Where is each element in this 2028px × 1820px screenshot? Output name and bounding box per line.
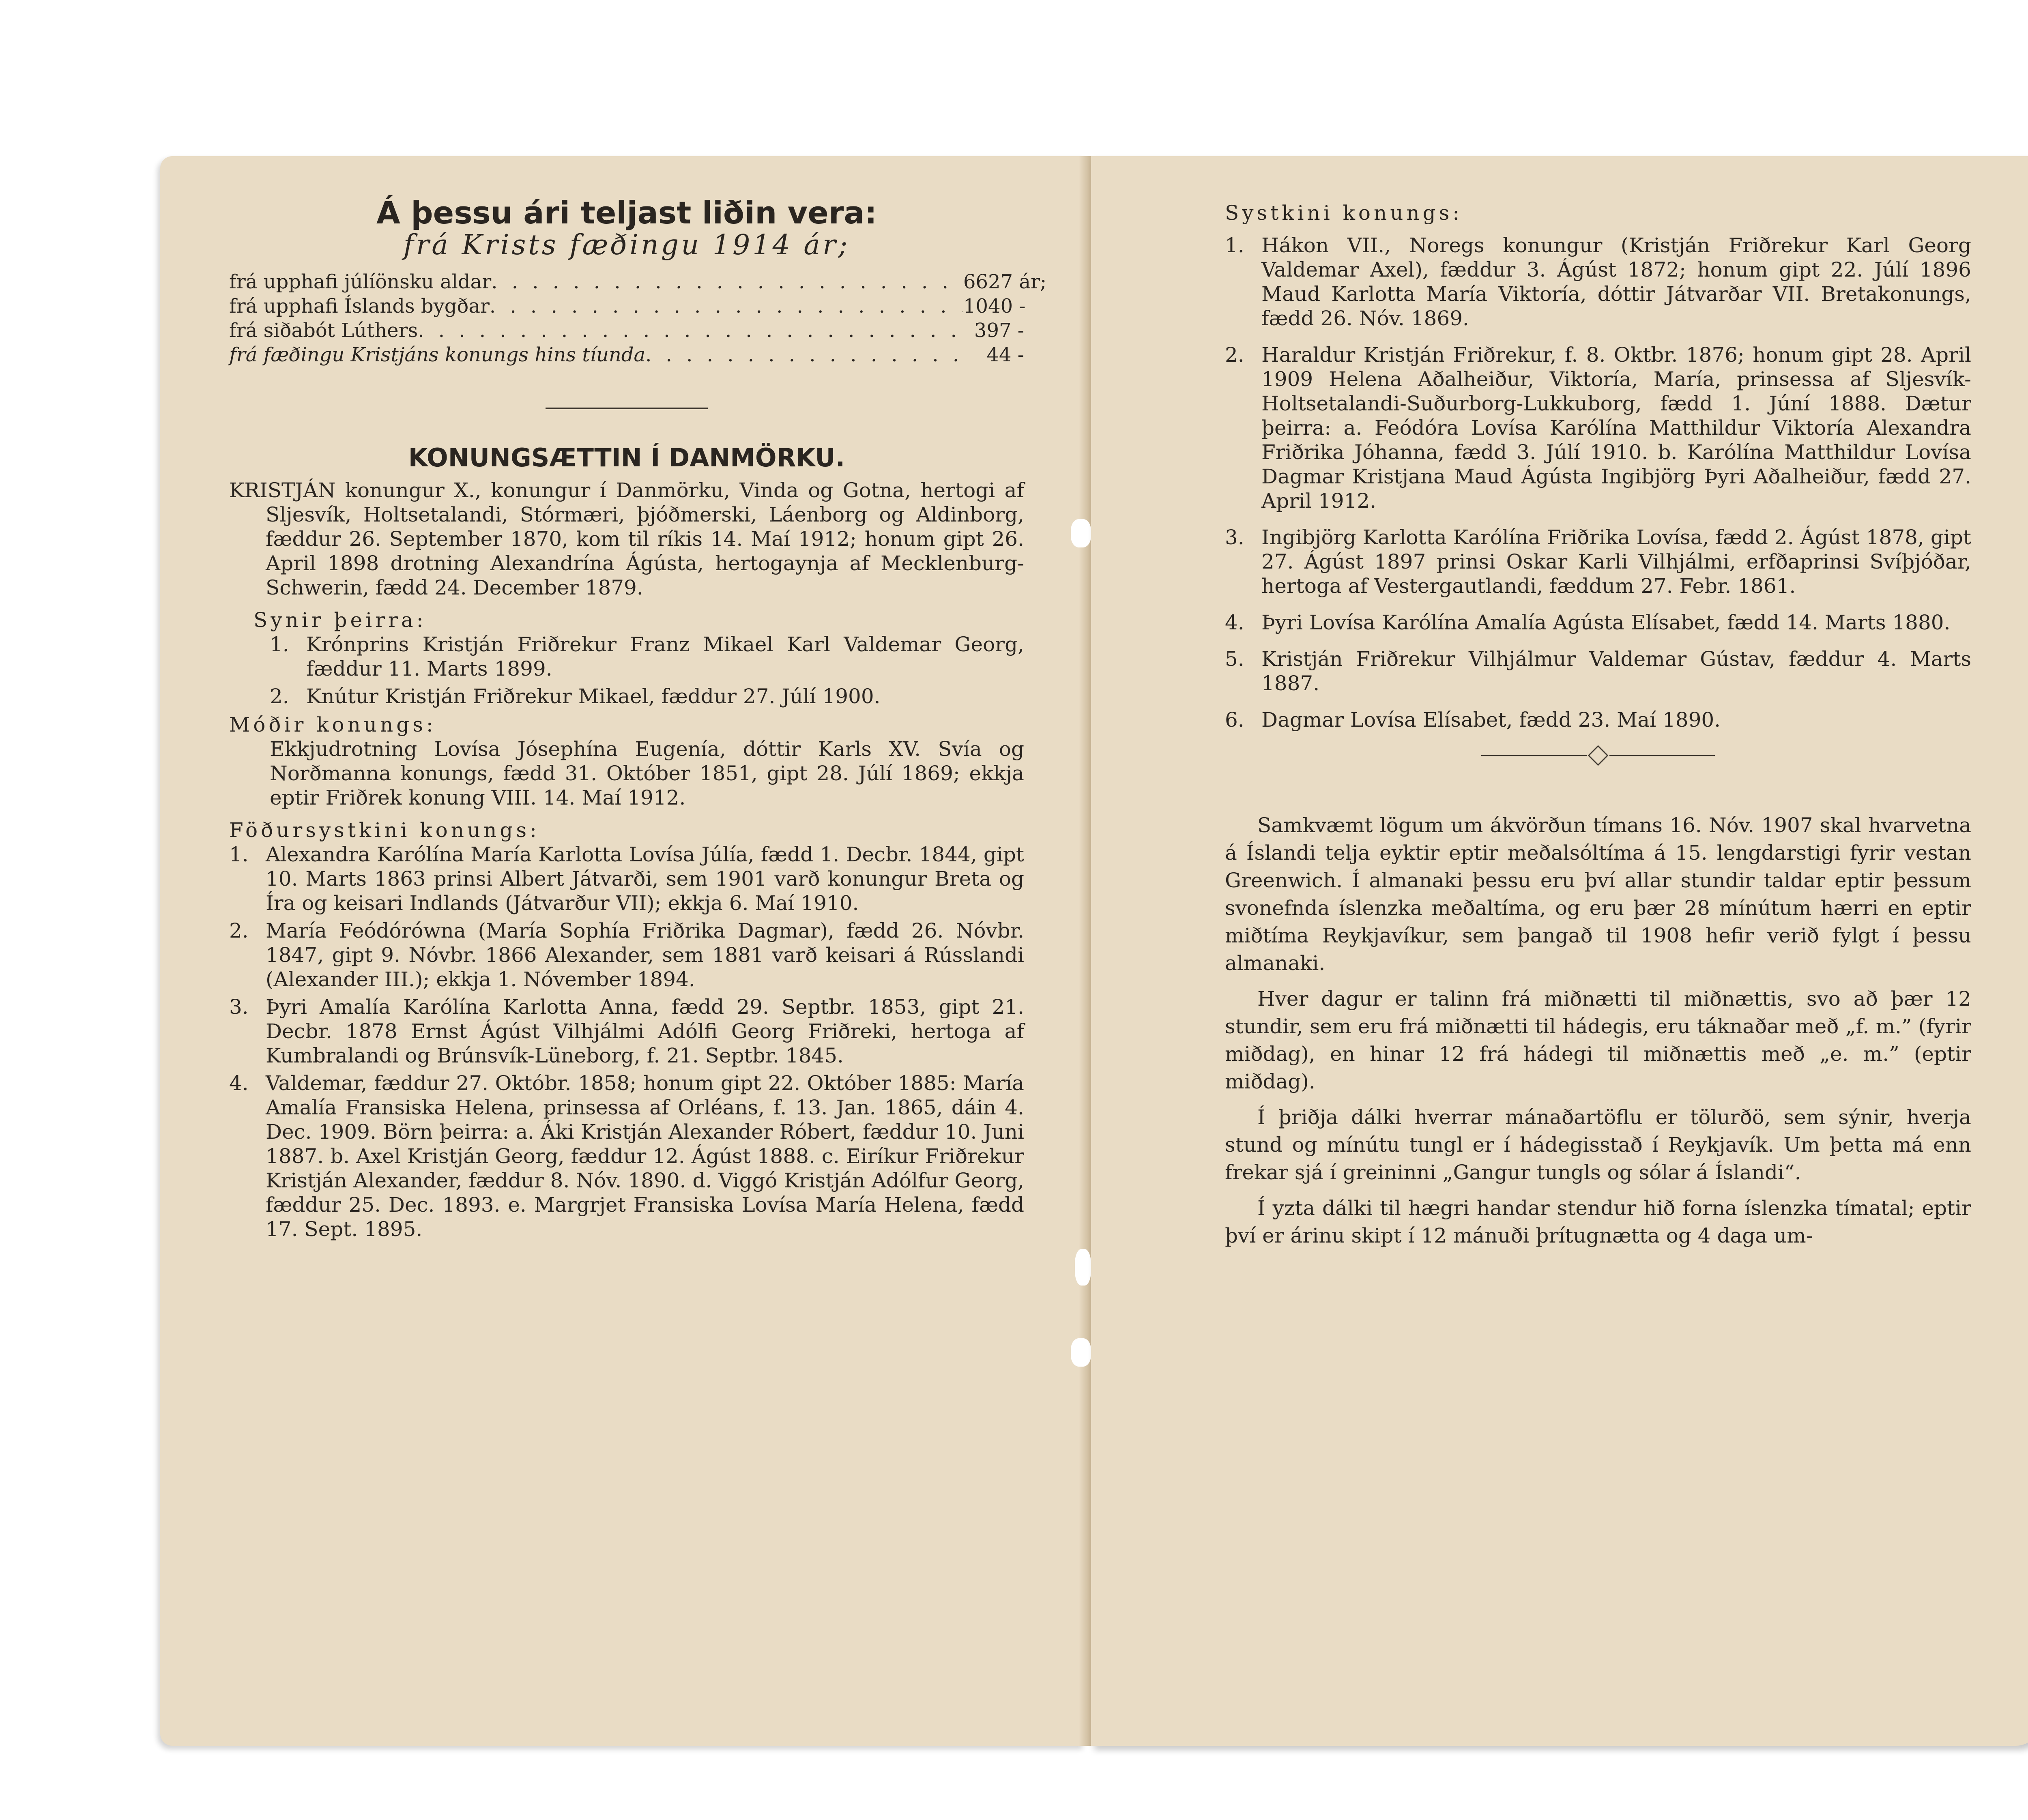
era-list <box>229 270 1047 367</box>
binding-tear <box>1071 519 1091 547</box>
king-paragraph: KRISTJÁN konungur X., konungur í Danmörku, Vinda og Gotna, hertogi af Sljesvík, Holtsetalandi, Stórmæri, þjóðmerski, Láenborg og Aldinborg, fæddur 26. September 1870, kom til ríkis 14. Maí 1912; honum gipt 26. April 1898 drotning Alexandrína Ágústa, hertogaynja af Mecklenburg-Schwerin, fædd 24. December 1879. <box>229 479 1024 599</box>
list-item: 2. María Feódórówna (María Sophía Friðrika Dagmar), fædd 26. Nóvbr. 1847, gipt 9. Nóvbr. 1866 Alexander, sem 1881 varð keisari á Rússlandi (Alexander III.); ekkja 1. Nóvember 1894. <box>229 919 1024 991</box>
list-item: 3. Ingibjörg Karlotta Karólína Friðrika Lovísa, fædd 2. Ágúst 1878, gipt 27. Ágúst 1897 prinsi Oskar Karli Vilhjálmi, erfðaprinsi Svíþjóðar, hertoga af Vestergautlandi, fæddum 27. Febr. 1861. <box>1225 526 1971 598</box>
list-item: 6. Dagmar Lovísa Elísabet, fædd 23. Maí 1890. <box>1225 708 1721 732</box>
left-content <box>229 195 1047 1245</box>
mother-paragraph: Ekkjudrotning Lovísa Jósephína Eugenía, dóttir Karls XV. Svía og Norðmanna konungs, fædd 31. Október 1851, gipt 28. Júlí 1869; ekkja eptir Friðrek konung VIII. 14. Maí 1912. <box>270 737 1024 809</box>
siblings-heading: Systkini konungs: <box>1225 201 1463 225</box>
list-item: 1. Krónprins Kristján Friðrekur Franz Mikael Karl Valdemar Georg, fæddur 11. Marts 1899. <box>270 633 1024 680</box>
time-paragraph-3: Í þriðja dálki hverrar mánaðartöflu er tölurðö, sem sýnir, hverja stund og mínútu tungl er í hádegisstað í Reykjavík. Um þetta má enn frekar sjá í greininni „Gangur tungls og sólar á Íslandi“. <box>1225 1105 1971 1184</box>
divider <box>546 408 708 409</box>
aunts-heading: Föðursystkini konungs: <box>229 818 540 842</box>
list-item: 1. Hákon VII., Noregs konungur (Kristján Friðrekur Karl Georg Valdemar Axel), fæddur 3. Ágúst 1872; honum gipt 22. Júlí 1896 Maud Karlotta María Viktoría, dóttir Játvarðar VII. Bretakonungs, fædd 26. Nóv. 1869. <box>1225 234 1971 330</box>
ornament-divider <box>1225 748 1971 763</box>
time-paragraph-4: Í yzta dálki til hægri handar stendur hið forna íslenzka tímatal; eptir því er árinu skipt í 12 mánuði þrítugnætta og 4 daga um- <box>1225 1196 1971 1247</box>
binding-tear <box>1075 1249 1091 1286</box>
calendar-heading: Á þessu ári teljast liðin vera: <box>376 195 877 231</box>
era-row: frá siðabót Lúthers . . . 397 - <box>229 318 1024 343</box>
sons-heading: Synir þeirra: <box>254 608 427 632</box>
list-item: 2. Knútur Kristján Friðrekur Mikael, fæddur 27. Júlí 1900. <box>270 685 881 708</box>
list-item: 5. Kristján Friðrekur Vilhjálmur Valdemar Gústav, fæddur 4. Marts 1887. <box>1225 647 1971 695</box>
time-paragraph-1: Samkvæmt lögum um ákvörðun tímans 16. Nóv. 1907 skal hvarvetna á Íslandi telja eyktir eptir meðalsóltíma á 15. lengdarstigi fyrir vestan Greenwich. Í almanaki þessu eru því allar stundir taldar eptir þessum svonefnda íslenzka meðaltíma, og eru þær 28 mínútum hærri en eptir miðtíma Reykjavíkur, sem þangað til 1908 hefir verið fylgt í þessu almanaki. <box>1225 813 1971 975</box>
era-row: frá upphafi júlíönsku aldar . . . 6627 ár; <box>229 270 1024 294</box>
binding-tear <box>1071 1338 1091 1367</box>
list-item: 4. Valdemar, fæddur 27. Októbr. 1858; honum gipt 22. Október 1885: María Amalía Fransiska Helena, prinsessa af Orléans, f. 13. Jan. 1865, dáin 4. Dec. 1909. Börn þeirra: a. Áki Kristján Alexander Róbert, fæddur 10. Juni 1887. b. Axel Kristján Georg, fæddur 12. Ágúst 1888. c. Eiríkur Friðrekur Kristján Alexander, fæddur 8. Nóv. 1890. d. Viggó Kristján Adólfur Georg, fæddur 25. Dec. 1893. e. Margrjet Fransiska Lovísa María Helena, fædd 17. Sept. 1895. <box>229 1071 1024 1241</box>
era-row: frá upphafi Íslands bygðar . . . 1040 - <box>229 294 1024 318</box>
left-page <box>160 156 1085 1746</box>
era-row: frá fæðingu Kristjáns konungs hins tíunda . . . 44 - <box>229 343 1024 367</box>
list-item: 3. Þyri Amalía Karólína Karlotta Anna, fædd 29. Septbr. 1853, gipt 21. Decbr. 1878 Ernst Ágúst Vilhjálmi Adólfi Georg Friðreki, hertoga af Kumbralandi og Brúnsvík-Lüneborg, f. 21. Septbr. 1845. <box>229 995 1024 1067</box>
list-item: 4. Þyri Lovísa Karólína Amalía Agústa Elísabet, fædd 14. Marts 1880. <box>1225 611 1951 634</box>
right-page <box>1091 156 2028 1746</box>
siblings-list <box>1225 233 1971 732</box>
aunts-list <box>229 842 1024 1241</box>
section-title: KONUNGSÆTTIN Í DANMÖRKU. <box>408 443 845 472</box>
mother-heading: Móðir konungs: <box>229 713 436 736</box>
calendar-subheading: frá Krists fæðingu 1914 ár; <box>403 229 850 261</box>
time-paragraph-2: Hver dagur er talinn frá miðnætti til miðnættis, svo að þær 12 stundir, sem eru frá miðnætti til hádegis, eru táknaðar með „f. m.” (fyrir miðdag), en hinar 12 frá hádegi til miðnættis með „e. m.” (eptir miðdag). <box>1225 987 1971 1093</box>
sons-list <box>229 632 1024 708</box>
list-item: 1. Alexandra Karólína María Karlotta Lovísa Júlía, fædd 1. Decbr. 1844, gipt 10. Marts 1863 prinsi Albert Játvarði, sem 1901 varð konungur Breta og Íra og keisari Indlands (Játvarður VII); ekkja 6. Maí 1910. <box>229 843 1024 915</box>
right-content <box>1225 201 1971 1249</box>
list-item: 2. Haraldur Kristján Friðrekur, f. 8. Oktbr. 1876; honum gipt 28. April 1909 Helena Aðalheiður, Viktoría, María, prinsessa af Sljesvík-Holtsetalandi-Suðurborg-Lukkuborg, fædd 1. Júní 1888. Dætur þeirra: a. Feódóra Lovísa Karólína Matthildur Viktoría Alexandra Friðrika Jóhanna, fædd 3. Júlí 1910. b. Karólína Matthildur Lovísa Dagmar Kristjana Maud Ágústa Ingibjörg Þyri Aðalheiður, fædd 27. April 1912. <box>1225 343 1971 513</box>
